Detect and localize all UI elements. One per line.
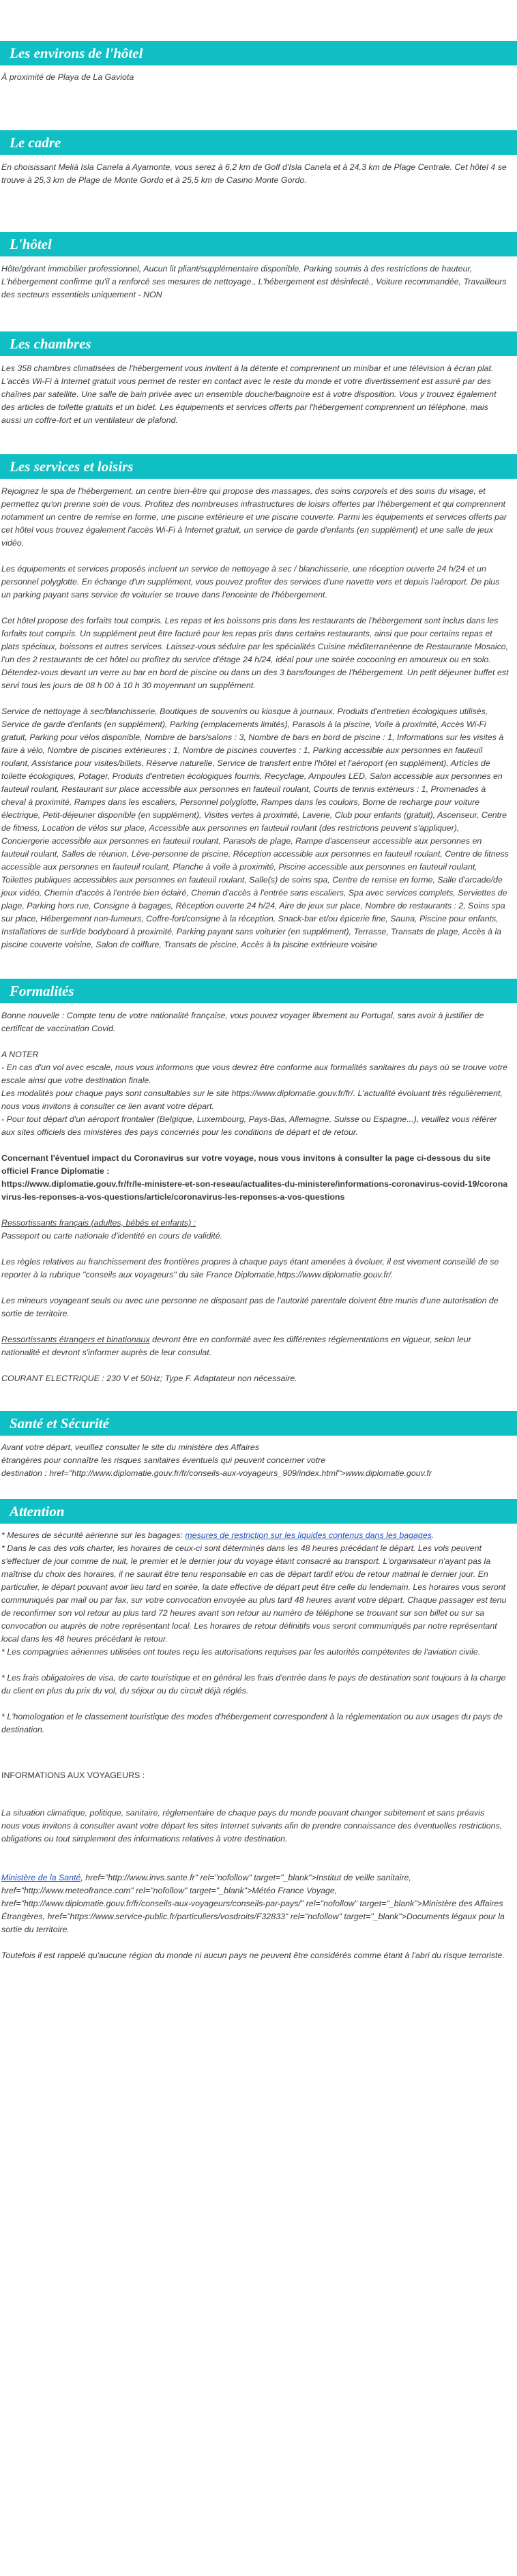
- section-banner-chambres: Les chambres: [0, 331, 517, 356]
- mesures-prefix: * Mesures de sécurité aérienne sur les bagages:: [1, 1530, 186, 1540]
- cadre-text: En choisissant Meliá Isla Canela à Ayamonte, vous serez à 6,2 km de Golf d'Isla Canela et à 24,3 km de Plage Centrale. Cet hôtel 4 se trouve à 25,3 km de Plage de Monte Gordo et à 25,5 km de Casino Monte Gordo.: [1, 162, 507, 185]
- sites-officiels-text: , href="http://www.invs.sante.fr" rel="nofollow" target="_blank">Institut de veille sanitaire, href="http://www.meteofrance.com" rel="nofollow" target="_blank">Météo France Voyage, href="http://www.diplomatie.gouv.fr/fr/conseils-aux-voyageurs/conseils-par-pays/" rel="nofollow" target="_blank">Ministère des Affaires Étrangères, href="https://www.service-public.fr/particuliers/vosdroits/F32833" rel="nofollow" target="_blank">Documents légaux pour la sortie du territoire.: [1, 1873, 505, 1934]
- homologation-text: * L'homologation et le classement touristique des modes d'hébergement correspondent à la réglementation ou aux usages du pays de destination.: [1, 1712, 503, 1734]
- section-banner-cadre: Le cadre: [0, 130, 517, 155]
- section-banner-services: Les services et loisirs: [0, 454, 517, 479]
- services-paragraph-3: Cet hôtel propose des forfaits tout compris. Les repas et les boissons pris dans les restaurants de l'hébergement sont inclus dans les forfaits tout compris. Un supplément peut être facturé pour les repas pris dans certains restaurants, ainsi que pour certains repas et plats spéciaux, boissons et autres services. Laissez-vous séduire par les spécialités Cuisine méditerranéenne de Restaurante Mosaico, l'un des 2 restaurants de cet hôtel ou profitez du service d'étage 24 h/24, idéal pour une soirée cocooning en amoureux ou en solo. Détendez-vous devant un verre au bar en bord de piscine ou dans un des 3 bars/lounges de l'hébergement. Un petit déjeuner buffet est servi tous les jours de 08 h 00 à 10 h 30 moyennant un supplément.: [1, 616, 509, 690]
- section-banner-hotel: L'hôtel: [0, 232, 517, 256]
- ministere-sante-link[interactable]: Ministère de la Santé: [1, 1873, 81, 1882]
- situation-text-2: nous vous invitons à consulter avant votre départ les sites Internet suivants afin de prendre connaissance des éventuelles restrictions, obligations ou tout simplement des informations relatives à votre destination.: [1, 1821, 503, 1844]
- covid-link[interactable]: https://www.diplomatie.gouv.fr/fr/le-ministere-et-son-reseau/actualites-du-ministere/informations-coronavirus-covid-19/coronavirus-les-reponses-a-vos-questions/article/coronavirus-les-reponses-a-vos-questions: [1, 1179, 508, 1202]
- situation-text-1: La situation climatique, politique, sanitaire, réglementaire de chaque pays du monde pouvant changer subitement et sans préavis: [1, 1808, 485, 1818]
- compagnies-text: * Les compagnies aériennes utilisées ont toutes reçu les autorisations requises par les autorités compétentes de l'aviation civile.: [1, 1647, 481, 1657]
- services-paragraph-1: Rejoignez le spa de l'hébergement, un centre bien-être qui propose des massages, des soins corporels et des soins du visage, et permettez qu'on prenne soin de vous. Profitez des nombreuses infrastructures de loisirs offertes par l'hébergement et qui comprennent notamment un centre de remise en forme, une piscine extérieure et une piscine couverte. Parmi les équipements et services offerts par cet hôtel vous trouvez également l'accès Wi-Fi à Internet gratuit, un service de garde d'enfants (en supplément) et une salle de jeux vidéo.: [1, 486, 507, 548]
- frais-visa-text: * Les frais obligatoires de visa, de carte touristique et en général les frais d'entrée dans le pays de destination sont toujours à la charge du client en plus du prix du vol, du séjour ou du circuit déjà réglés.: [1, 1673, 506, 1696]
- services-paragraph-4: Service de nettoyage à sec/blanchisserie, Boutiques de souvenirs ou kiosque à journaux, Produits d'entretien écologiques utilisés, Service de garde d'enfants (en supplément), Parking (emplacements limités), Parasols à la piscine, Voile à proximité, Accès Wi-Fi gratuit, Parking pour vélos disponible, Nombre de bars/salons : 3, Nombre de bars en bord de piscine : 1, Informations sur les visites à faire à vélo, Nombre de piscines extérieures : 1, Nombre de piscines couvertes : 1, Parking accessible aux personnes en fauteuil roulant, Assistance pour visites/billets, Réserve naturelle, Service de transfert entre l'hôtel et l'aéroport (en supplément), Articles de toilette écologiques, Potager, Produits d'entretien écologiques fournis, Recyclage, Ampoules LED, Salon accessible aux personnes en fauteuil roulant, Restaurant sur place accessible aux personnes en fauteuil roulant, Courts de tennis extérieurs : 1, Promenades à cheval à proximité, Rampes dans les escaliers, Personnel polyglotte, Rampes dans les couloirs, Borne de recharge pour voiture électrique, Petit-déjeuner disponible (en supplément), Visites vertes à proximité, Laverie, Club pour enfants (gratuit), Ascenseur, Centre de fitness, Location de vélos sur place, Accessible aux personnes en fauteuil roulant (des restrictions peuvent s'appliquer), Conciergerie accessible aux personnes en fauteuil roulant, Parasols de plage, Rampe d'ascenseur accessible aux personnes en fauteuil roulant, Salles de réunion, Lève-personne de piscine, Réception accessible aux personnes en fauteuil roulant, Centre de fitness accessible aux personnes en fauteuil roulant, Planche à voile à proximité, Piscine accessible aux personnes en fauteuil roulant, Toilettes publiques accessibles aux personnes en fauteuil roulant, Salle(s) de soins spa, Centre de remise en forme, Salle d'arcade/de jeux vidéo, Chemin d'accès à l'entrée bien éclairé, Chemin d'accès à l'entrée sans escaliers, Spa avec services complets, Serviettes de plage, Parking hors rue, Consigne à bagages, Réception ouverte 24 h/24, Aire de jeux sur place, Nombre de restaurants : 2, Soins spa sur place, Hébergement non-fumeurs, Coffre-fort/consigne à la réception, Snack-bar et/ou épicerie fine, Sauna, Piscine pour enfants, Installations de surf/de bodyboard à proximité, Parking payant sans voiturier (en supplément), Terrasse, Transats de plage, Accès à la piscine couverte voisine, Salon de coiffure, Transats de piscine, Accès à la piscine extérieure voisine: [1, 707, 509, 949]
- sante-text-line-3: destination : href="http://www.diplomatie.gouv.fr/fr/conseils-aux-voyageurs_909/index.html">www.diplomatie.gouv.fr: [1, 1468, 432, 1478]
- services-paragraph-2: Les équipements et services proposés incluent un service de nettoyage à sec / blanchisserie, une réception ouverte 24 h/24 et un personnel polyglotte. En échange d'un supplément, vous pouvez profiter des services d'une navette vers et depuis l'aéroport. De plus un parking payant sans service de voiturier se trouve dans l'enceinte de l'hébergement.: [1, 564, 500, 599]
- anoter-label: A NOTER: [1, 1050, 39, 1059]
- sante-text-line-2: étrangères pour connaître les risques sanitaires éventuels qui peuvent concerner votre: [1, 1455, 326, 1465]
- etrangers-text: devront être en conformité avec les différentes réglementations en vigueur, selon leur nationalité et devront s'informer auprès de leur consulat.: [1, 1335, 471, 1357]
- mesures-suffix: .: [431, 1530, 434, 1540]
- etrangers-paragraph: [1, 1333, 509, 1359]
- horaires-vols-text: * Dans le cas des vols charter, les horaires de ceux-ci sont déterminés dans les 48 heures précédant le départ. Les vols peuvent s'effectuer de jour comme de nuit, le premier et le dernier jour du voyage étant consacré au transport. L'organisateur n'ayant pas la maîtrise du choix des horaires, il ne saurait être tenu responsable en cas de départ tardif et/ou de retour matinal le dernier jour. En particulier, le départ pouvant avoir lieu tard en soirée, la date effective de départ peut être celle du lendemain. Les horaires vous seront communiqués par mail ou par fax, sur votre convocation envoyée au plus tard 48 heures avant votre départ. Chaque passager est tenu de reconfirmer son vol retour au plus tard 72 heures avant son retour au numéro de téléphone se trouvant sur son billet ou sur sa convocation ou auprès de notre représentant local. Les horaires de retour définitifs vous seront communiqués par notre représentant local dans les 48 heures précédant le retour.: [1, 1543, 507, 1644]
- sante-text-line-1: Avant votre départ, veuillez consulter le site du ministère des Affaires: [1, 1442, 260, 1452]
- section-banner-environs: Les environs de l'hôtel: [0, 41, 517, 65]
- anoter-modalites: Les modalités pour chaque pays sont consultables sur le site https://www.diplomatie.gouv.fr/fr/. L'actualité évoluant très régulièrement, nous vous invitons à consulter ce lien avant votre départ.: [1, 1089, 503, 1111]
- environs-text: À proximité de Playa de La Gaviota: [1, 72, 134, 82]
- section-banner-attention: Attention: [0, 1499, 517, 1524]
- etrangers-label: Ressortissants étrangers et binationaux: [1, 1335, 150, 1344]
- terrorisme-text: Toutefois il est rappelé qu'aucune région du monde ni aucun pays ne peuvent être considérés comme étant à l'abri du risque terroriste.: [1, 1951, 505, 1960]
- regles-frontieres-text: Les règles relatives au franchissement des frontières propres à chaque pays étant amenées à évoluer, il est vivement conseillé de se reporter à la rubrique "conseils aux voyageurs" du site France Diplomatie,https://www.diplomatie.gouv.fr/.: [1, 1257, 499, 1279]
- anoter-escale: - En cas d'un vol avec escale, nous vous informons que vous devrez être conforme aux formalités sanitaires du pays où se trouve votre escale ainsi que votre destination finale.: [1, 1063, 508, 1085]
- hotel-text: Hôte/gérant immobilier professionnel, Aucun lit pliant/supplémentaire disponible, Parking soumis à des restrictions de hauteur, L'hébergement confirme qu'il a renforcé ses mesures de nettoyage., L'hébergement est désinfecté., Voiture recommandée, Travailleurs des secteurs essentiels uniquement - NON: [1, 264, 507, 299]
- mineurs-text: Les mineurs voyageant seuls ou avec une personne ne disposant pas de l'autorité parentale doivent être munis d'une autorisation de sortie de territoire.: [1, 1296, 499, 1318]
- covid-heading: Concernant l'éventuel impact du Coronavirus sur votre voyage, nous vous invitons à consulter la page ci-dessous du site officiel France Diplomatie :: [1, 1153, 490, 1176]
- mesures-liquides-link[interactable]: mesures de restriction sur les liquides contenus dans les bagages: [185, 1530, 432, 1540]
- ressortissants-francais-text: Passeport ou carte nationale d'identité en cours de validité.: [1, 1231, 223, 1241]
- sites-officiels-paragraph: [1, 1871, 509, 1936]
- section-banner-sante: Santé et Sécurité: [0, 1411, 517, 1436]
- informations-voyageurs-label: INFORMATIONS AUX VOYAGEURS :: [1, 1771, 145, 1780]
- courant-electrique-text: COURANT ELECTRIQUE : 230 V et 50Hz; Type F. Adaptateur non nécessaire.: [1, 1374, 297, 1383]
- chambres-text: Les 358 chambres climatisées de l'hébergement vous invitent à la détente et comprennent un minibar et une télévision à écran plat. L'accès Wi-Fi à Internet gratuit vous permet de rester en contact avec le reste du monde et votre divertissement est assuré par des chaînes par satellite. Une salle de bain privée avec un ensemble douche/baignoire est à votre disposition. Vous y trouvez également des articles de toilette gratuits et un bidet. Les équipements et services offerts par l'hébergement comprennent un téléphone, mais aussi un coffre-fort et un ventilateur de plafond.: [1, 364, 497, 425]
- formalites-intro: Bonne nouvelle : Compte tenu de votre nationalité française, vous pouvez voyager librement au Portugal, sans avoir à justifier de certificat de vaccination Covid.: [1, 1011, 484, 1033]
- anoter-frontalier: - Pour tout départ d'un aéroport frontalier (Belgique, Luxembourg, Pays-Bas, Allemagne, Suisse ou Espagne...), veuillez vous référer aux sites officiels des ministères des pays concernés pour les conditions de départ et de retour.: [1, 1114, 497, 1137]
- mesures-bagages-paragraph: [1, 1529, 509, 1542]
- section-banner-formalites: Formalités: [0, 979, 517, 1003]
- ressortissants-francais-label: Ressortissants français (adultes, bébés et enfants) :: [1, 1218, 196, 1228]
